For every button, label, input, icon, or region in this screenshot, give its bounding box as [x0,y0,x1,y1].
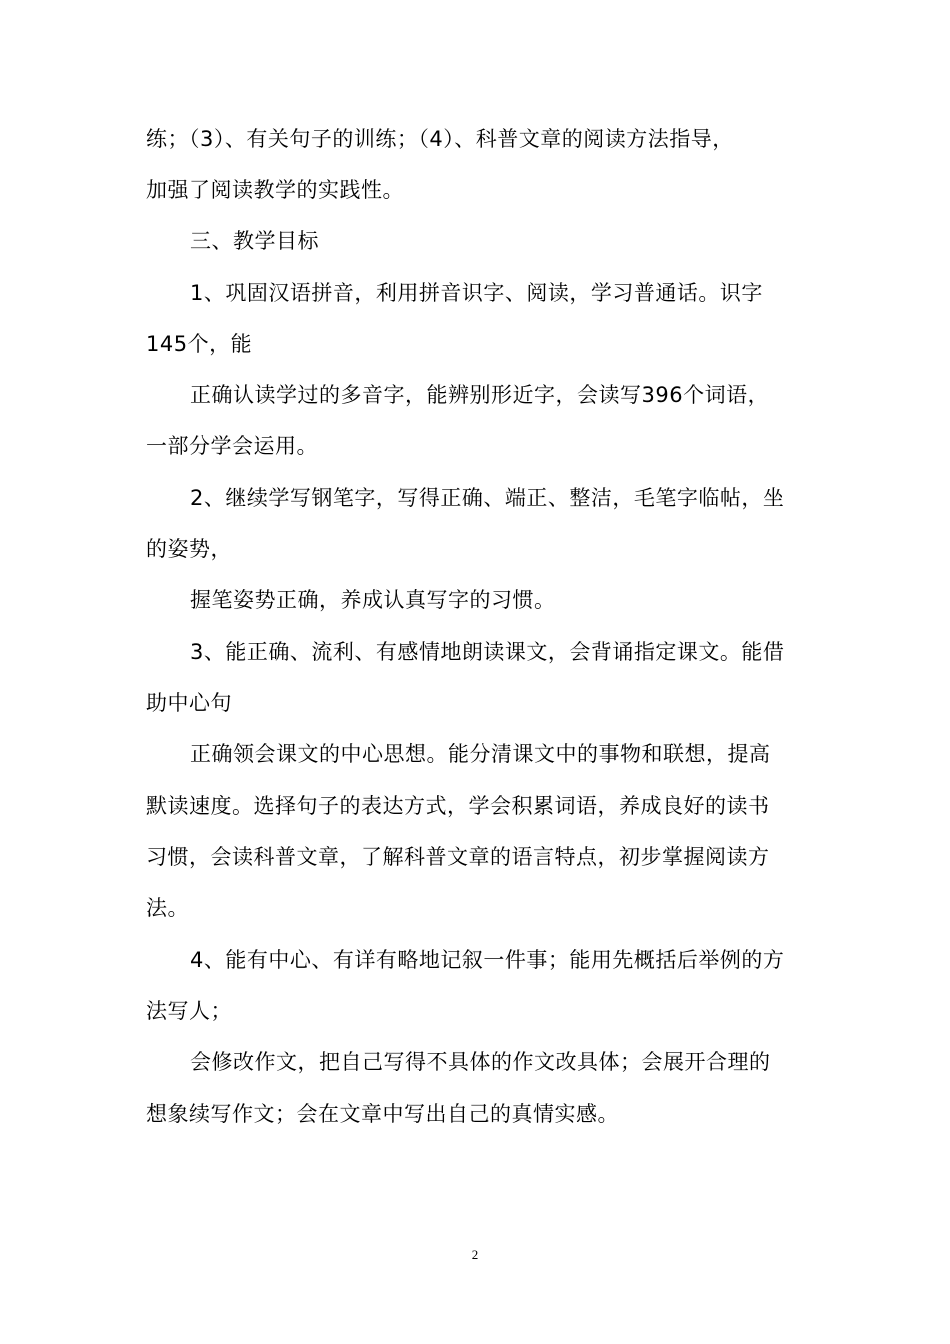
text-line: 习惯，会读科普文章，了解科普文章的语言特点，初步掌握阅读方 [146,845,770,869]
text-line: 加强了阅读教学的实践性。 [146,178,404,202]
section-heading: 三、教学目标 [190,229,319,253]
text-line: 一部分学会运用。 [146,434,318,458]
text-line: 想象续写作文；会在文章中写出自己的真情实感。 [146,1102,619,1126]
text-line: 4、能有中心、有详有略地记叙一件事；能用先概括后举例的方 [190,948,785,972]
text-line: 会修改作文，把自己写得不具体的作文改具体；会展开合理的 [190,1050,771,1074]
text-line: 默读速度。选择句子的表达方式，学会积累词语，养成良好的读书 [146,794,770,818]
text-line: 正确认读学过的多音字，能辨别形近字，会读写396个词语， [190,383,770,407]
text-line: 3、能正确、流利、有感情地朗读课文，会背诵指定课文。能借 [190,640,785,664]
text-line: 1、巩固汉语拼音，利用拼音识字、阅读，学习普通话。识字 [190,281,763,305]
text-line: 正确领会课文的中心思想。能分清课文中的事物和联想，提高 [190,742,771,766]
text-line: 法写人； [146,999,232,1023]
page-number: 2 [471,1247,479,1262]
text-line: 助中心句 [146,691,232,715]
text-line: 法。 [146,896,189,920]
text-line: 2、继续学写钢笔字，写得正确、端正、整洁，毛笔字临帖，坐 [190,486,785,510]
text-line: 的姿势， [146,537,232,561]
text-line: 练；（3）、有关句子的训练；（4）、科普文章的阅读方法指导， [146,127,734,151]
text-line: 握笔姿势正确，养成认真写字的习惯。 [190,588,556,612]
text-line: 145个，能 [146,332,253,356]
